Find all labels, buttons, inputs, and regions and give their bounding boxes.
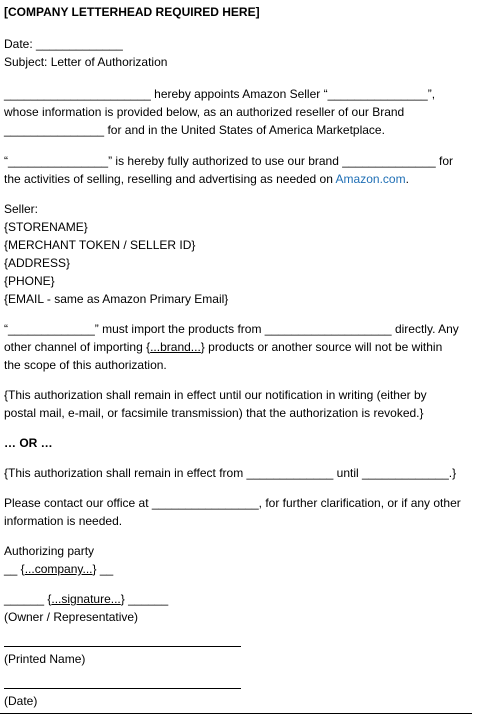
amazon-link[interactable]: Amazon.com: [335, 172, 406, 186]
seller-storename: {STORENAME}: [4, 220, 88, 234]
brand-usage-text: the activities of selling, reselling and advertising as needed on: [4, 172, 336, 186]
brand-usage-period: .: [405, 172, 409, 186]
brand-usage-paragraph: [4, 152, 478, 188]
import-paragraph: [4, 320, 478, 374]
printed-name-line: [4, 646, 241, 647]
date-line: Date: _____________: [4, 37, 123, 51]
contact-line-1: Please contact our office at ________________, for further clarification, or if any other: [4, 496, 461, 510]
seller-phone: {PHONE}: [4, 274, 55, 288]
appointment-line-1: ______________________ hereby appoints Amazon Seller “_______________”,: [4, 87, 436, 101]
date-label: (Date): [4, 694, 38, 708]
effective-period-line: {This authorization shall remain in effect from _____________ until _____________.}: [4, 466, 457, 480]
bottom-border: [0, 713, 472, 714]
appointment-paragraph: [4, 85, 478, 139]
printed-name-label: (Printed Name): [4, 652, 86, 666]
appointment-line-3: _______________ for and in the United States of America Marketplace.: [4, 123, 385, 137]
import-text-post: } products or another source will not be within: [200, 340, 443, 354]
signature-post: } ______: [120, 592, 169, 606]
seller-block: [4, 200, 478, 308]
company-post: } __: [92, 562, 114, 576]
date-signature-line: [4, 688, 241, 689]
seller-merchant-token: {MERCHANT TOKEN / SELLER ID}: [4, 238, 196, 252]
brand-placeholder: ...brand...: [150, 340, 201, 354]
revocation-line-2: postal mail, e-mail, or facsimile transmission) that the authorization is revoked.}: [4, 406, 424, 420]
brand-usage-line-1: “_______________” is hereby fully authorized to use our brand ______________ for: [4, 154, 454, 168]
signature-placeholder: ...signature...: [51, 592, 121, 606]
authorizing-heading: Authorizing party: [4, 544, 95, 558]
signature-pre: ______ {: [4, 592, 52, 606]
seller-email: {EMAIL - same as Amazon Primary Email}: [4, 292, 229, 306]
subject-line: Subject: Letter of Authorization: [4, 55, 168, 69]
appointment-line-2: whose information is provided below, as an authorized reseller of our Brand: [4, 105, 405, 119]
signature-line: [4, 590, 478, 608]
letterhead-placeholder: [COMPANY LETTERHEAD REQUIRED HERE]: [4, 5, 260, 19]
revocation-paragraph: [4, 386, 478, 422]
seller-heading: Seller:: [4, 202, 39, 216]
contact-paragraph: [4, 494, 478, 530]
import-text-pre: other channel of importing {: [4, 340, 151, 354]
company-line: [4, 560, 478, 578]
owner-label: (Owner / Representative): [4, 610, 139, 624]
or-separator: … OR …: [4, 436, 53, 450]
brand-usage-line-2: [4, 170, 478, 188]
company-pre: __ {: [4, 562, 25, 576]
import-line-2: [4, 338, 478, 356]
authorizing-party-block: [4, 542, 478, 710]
import-line-3: the scope of this authorization.: [4, 358, 167, 372]
company-placeholder: ...company...: [24, 562, 93, 576]
seller-address: {ADDRESS}: [4, 256, 71, 270]
revocation-line-1: {This authorization shall remain in effect until our notification in writing (either by: [4, 388, 427, 402]
import-line-1: “_____________” must import the products from ___________________ directly. Any: [4, 322, 459, 336]
contact-line-2: information is needed.: [4, 514, 123, 528]
